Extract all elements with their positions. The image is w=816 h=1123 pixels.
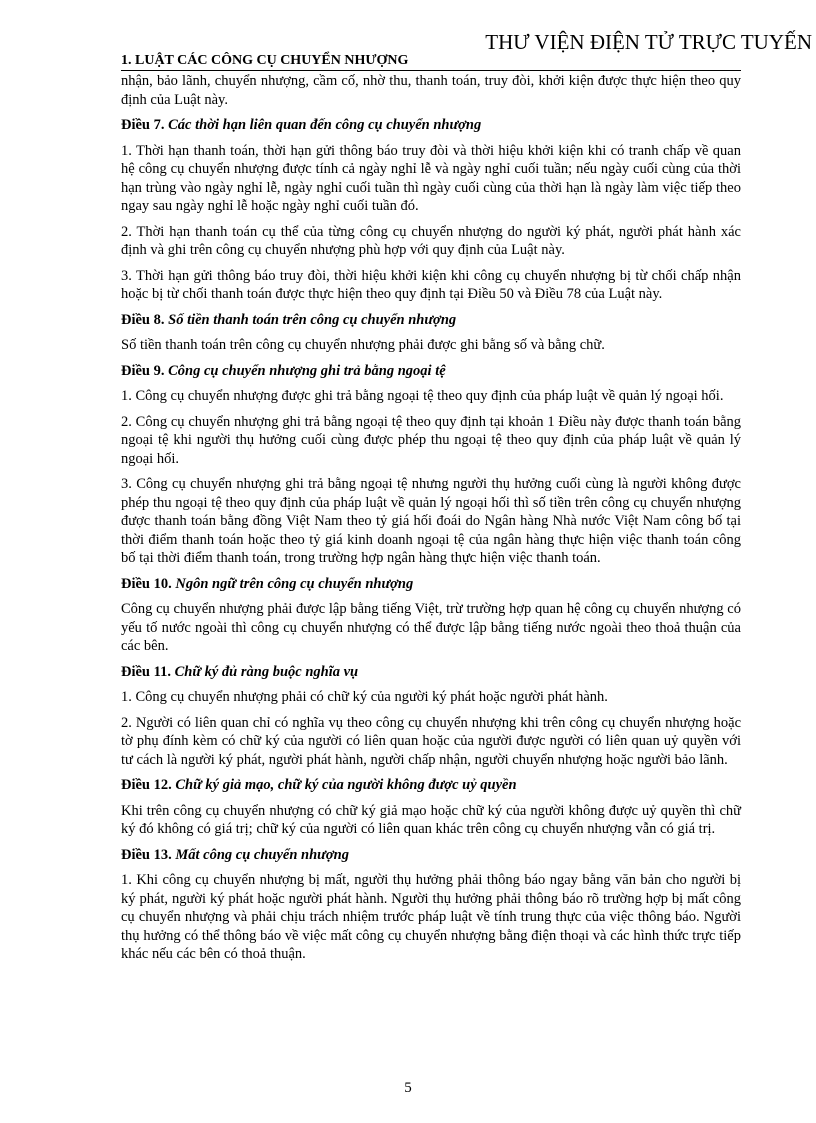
article-paragraph: 1. Công cụ chuyển nhượng được ghi trả bằng ngoại tệ theo quy định của pháp luật về quản lý ngoại hối. (121, 388, 724, 404)
article-number: Điều 8. (121, 311, 165, 328)
article-heading (121, 116, 741, 135)
page-number: 5 (404, 1080, 412, 1096)
article-heading (121, 663, 741, 682)
article-title: Các thời hạn liên quan đến công cụ chuyển nhượng (168, 117, 482, 133)
article-paragraph: Số tiền thanh toán trên công cụ chuyển nhượng phải được ghi bằng số và bằng chữ. (121, 337, 605, 353)
article-heading (121, 776, 741, 795)
article-heading (121, 575, 741, 594)
article-title: Chữ ký đủ ràng buộc nghĩa vụ (174, 663, 359, 680)
article-heading (121, 362, 741, 381)
site-banner: THƯ VIỆN ĐIỆN TỬ TRỰC TUYẾN (485, 30, 812, 54)
article-number: Điều 9. (121, 362, 165, 379)
article-number: Điều 11. (121, 663, 171, 680)
article-paragraph: 1. Thời hạn thanh toán, thời hạn gửi thông báo truy đòi và thời hiệu khởi kiện khi có tranh chấp về quan hệ công cụ chuyển nhượng được tính cả ngày nghỉ lễ và ngày nghỉ cuối tuần; nếu ngày cuối cùng của thời hạn trùng vào ngày nghỉ lễ, ngày nghỉ cuối tuần thì ngày cuối cùng của thời hạn là ngày làm việc tiếp theo ngay sau ngày nghỉ lễ hoặc ngày nghỉ cuối tuần đó. (121, 142, 741, 214)
article-title: Mất công cụ chuyển nhượng (175, 846, 349, 863)
article-paragraph: 1. Khi công cụ chuyển nhượng bị mất, người thụ hưởng phải thông báo ngay bằng văn bản cho người bị ký phát, người ký phát hoặc người phát hành. Người thụ hưởng phải thông báo rõ trường hợp bị mất công cụ chuyển nhượng và phải chịu trách nhiệm trước pháp luật về tính trung thực của việc thông báo. Người thụ hưởng có thể thông báo về việc mất công cụ chuyển nhượng bằng điện thoại và các hình thức trực tiếp khác nếu các bên có thoả thuận. (121, 872, 741, 962)
article-paragraph: Khi trên công cụ chuyển nhượng có chữ ký giả mạo hoặc chữ ký của người không được uỷ quyền thì chữ ký đó không có giá trị; chữ ký của người có liên quan khác trên công cụ chuyển nhượng vẫn có giá trị. (121, 802, 741, 837)
article-number: Điều 12. (121, 777, 172, 793)
section-title: 1. LUẬT CÁC CÔNG CỤ CHUYỂN NHƯỢNG (121, 53, 409, 68)
header-rule (121, 70, 741, 71)
article-title: Công cụ chuyển nhượng ghi trả bằng ngoại tệ (168, 362, 446, 379)
article-title: Ngôn ngữ trên công cụ chuyển nhượng (175, 575, 414, 592)
article-heading (121, 846, 741, 865)
article-paragraph: 1. Công cụ chuyển nhượng phải có chữ ký của người ký phát hoặc người phát hành. (121, 689, 608, 705)
article-paragraph: 2. Người có liên quan chỉ có nghĩa vụ theo công cụ chuyển nhượng khi trên công cụ chuyển nhượng hoặc tờ phụ đính kèm có chữ ký của người có liên quan hoặc của người được người có liên quan uỷ quyền với tư cách là người ký phát, người phát hành, người chấp nhận, người chuyển nhượng hoặc người bảo lãnh. (121, 714, 741, 768)
article-heading (121, 311, 741, 330)
article-paragraph: Công cụ chuyển nhượng phải được lập bằng tiếng Việt, trừ trường hợp quan hệ công cụ chuyển nhượng có yếu tố nước ngoài thì công cụ chuyển nhượng có thể được lập bằng tiếng nước ngoài theo thoả thuận của các bên. (121, 601, 741, 654)
article-number: Điều 13. (121, 846, 172, 863)
article-number: Điều 7. (121, 117, 165, 133)
article-paragraph: 3. Công cụ chuyển nhượng ghi trả bằng ngoại tệ nhưng người thụ hưởng cuối cùng là người không được phép thu ngoại tệ theo quy định của pháp luật về quản lý ngoại hối thì số tiền trên công cụ chuyển nhượng được thanh toán bằng đồng Việt Nam theo tỷ giá hối đoái do Ngân hàng Nhà nước Việt Nam công bố tại thời điểm thanh toán hoặc theo tỷ giá kinh doanh ngoại tệ của ngân hàng thực hiện việc thanh toán công bố tại thời điểm thanh toán, trong trường hợp ngân hàng thực hiện việc thanh toán. (121, 476, 741, 566)
article-paragraph: 3. Thời hạn gửi thông báo truy đòi, thời hiệu khởi kiện khi công cụ chuyển nhượng bị từ chối chấp nhận hoặc bị từ chối thanh toán được thực hiện theo quy định tại Điều 50 và Điều 78 của Luật này. (121, 267, 741, 302)
article-paragraph: 2. Công cụ chuyển nhượng ghi trả bằng ngoại tệ theo quy định tại khoản 1 Điều này được thanh toán bằng ngoại tệ khi người thụ hưởng cuối cùng được phép thu ngoại tệ theo quy định của pháp luật về quản lý ngoại hối. (121, 413, 741, 467)
continuation-paragraph: nhận, bảo lãnh, chuyển nhượng, cầm cố, nhờ thu, thanh toán, truy đòi, khởi kiện được thực hiện theo quy định của Luật này. (121, 73, 741, 108)
document-body (121, 72, 741, 971)
article-title: Chữ ký giả mạo, chữ ký của người không được uỷ quyền (175, 777, 517, 793)
article-number: Điều 10. (121, 575, 172, 592)
article-title: Số tiền thanh toán trên công cụ chuyển nhượng (168, 311, 457, 328)
article-paragraph: 2. Thời hạn thanh toán cụ thể của từng công cụ chuyển nhượng do người ký phát, người phát hành xác định và ghi trên công cụ chuyển nhượng phù hợp với quy định của Luật này. (121, 223, 741, 258)
